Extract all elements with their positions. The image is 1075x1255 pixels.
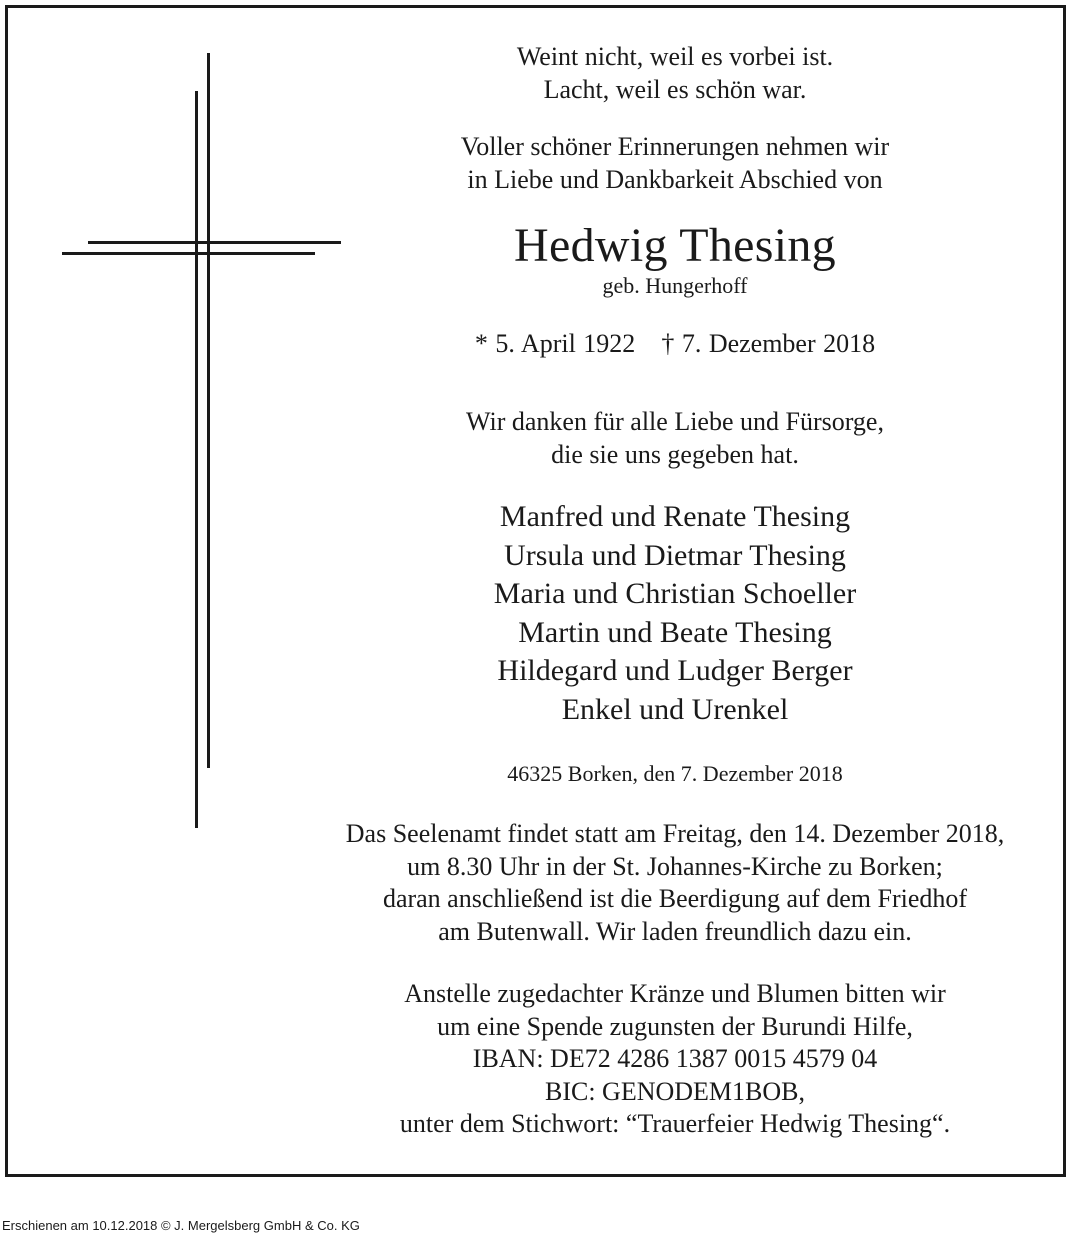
service-line: um 8.30 Uhr in der St. Johannes-Kirche zu Borken; — [407, 851, 943, 881]
cross-horizontal-line-a — [88, 241, 341, 244]
publication-credit: Erschienen am 10.12.2018 © J. Mergelsberg GmbH & Co. KG — [2, 1218, 360, 1233]
thanks-line: die sie uns gegeben hat. — [551, 440, 799, 469]
service-line: Das Seelenamt findet statt am Freitag, den 14. Dezember 2018, — [345, 819, 1005, 848]
thanks-text — [310, 405, 1040, 471]
mourner-entry: Ursula und Dietmar Thesing — [504, 538, 846, 572]
mourner-entry: Enkel und Urenkel — [561, 692, 789, 726]
cross-vertical-line-a — [207, 53, 210, 768]
service-line: am Butenwall. Wir laden freundlich dazu ein. — [438, 916, 912, 946]
deceased-block — [310, 220, 1040, 300]
service-line: daran anschließend ist die Beerdigung auf dem Friedhof — [382, 884, 968, 913]
donation-info — [310, 978, 1040, 1141]
mourner-entry: Maria und Christian Schoeller — [493, 577, 857, 610]
place-date — [310, 760, 1040, 788]
donation-line: unter dem Stichwort: “Trauerfeier Hedwig Thesing“. — [399, 1109, 951, 1138]
deceased-name: Hedwig Thesing — [514, 219, 836, 272]
intro-text — [310, 130, 1040, 196]
birth-date: * 5. April 1922 — [474, 329, 636, 358]
intro-line: in Liebe und Dankbarkeit Abschied von — [467, 165, 883, 194]
verse-line: Weint nicht, weil es vorbei ist. — [516, 42, 834, 71]
place-date-line: 46325 Borken, den 7. Dezember 2018 — [507, 761, 843, 786]
mourners-list — [310, 498, 1040, 729]
donation-line: um eine Spende zugunsten der Burundi Hilfe, — [437, 1011, 913, 1041]
cross-horizontal-line-b — [62, 252, 315, 255]
mourner-entry: Hildegard und Ludger Berger — [497, 654, 853, 687]
thanks-line: Wir danken für alle Liebe und Fürsorge, — [466, 407, 884, 436]
mourner-entry: Manfred und Renate Thesing — [499, 500, 851, 533]
birth-name: geb. Hungerhoff — [602, 273, 748, 298]
life-dates — [310, 327, 1040, 360]
verse-line: Lacht, weil es schön war. — [543, 75, 807, 104]
cross-vertical-line-b — [195, 91, 198, 828]
donation-iban: IBAN: DE72 4286 1387 0015 4579 04 — [472, 1044, 878, 1073]
service-info — [310, 818, 1040, 948]
verse — [310, 40, 1040, 106]
donation-bic: BIC: GENODEM1BOB, — [544, 1076, 805, 1106]
mourner-entry: Martin und Beate Thesing — [518, 615, 832, 649]
intro-line: Voller schöner Erinnerungen nehmen wir — [460, 132, 890, 161]
death-date: † 7. Dezember 2018 — [661, 329, 876, 358]
donation-line: Anstelle zugedachter Kränze und Blumen bitten wir — [404, 979, 946, 1008]
